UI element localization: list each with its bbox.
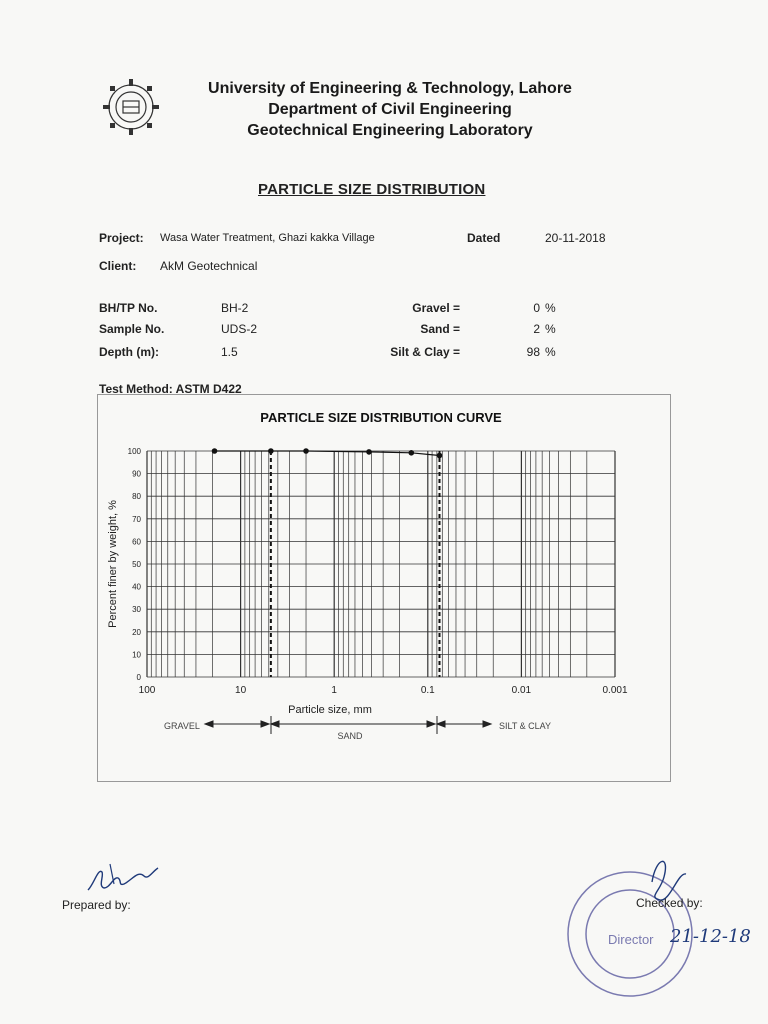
stamp-director-text: Director — [608, 932, 654, 947]
project-value: Wasa Water Treatment, Ghazi kakka Village — [160, 232, 375, 244]
sand-value: 2 — [533, 322, 540, 336]
dated-value: 20-11-2018 — [545, 231, 606, 245]
data-series — [212, 448, 443, 458]
dated-label: Dated — [467, 231, 501, 245]
silt-clay-arrow-head-right — [483, 721, 491, 727]
university-logo — [100, 76, 162, 138]
x-tick-label: 0.001 — [602, 685, 628, 696]
director-stamp — [560, 852, 751, 1002]
data-point — [212, 448, 218, 454]
bh-value: BH-2 — [221, 301, 249, 315]
gravel-arrow-head-left — [205, 721, 213, 727]
project-label: Project: — [99, 231, 144, 245]
silt-clay-value: 98 — [526, 345, 540, 359]
y-tick-label: 80 — [132, 492, 141, 502]
bh-label: BH/TP No. — [99, 301, 158, 315]
y-tick-label: 50 — [132, 560, 141, 569]
data-point — [437, 453, 443, 459]
gravel-value: 0 — [533, 301, 540, 315]
sand-arrow-head-left — [271, 721, 279, 727]
sand-label: Sand = — [420, 322, 460, 336]
sample-label: Sample No. — [99, 322, 165, 336]
x-tick-label: 1 — [331, 685, 337, 696]
data-point — [409, 450, 415, 456]
particle-size-chart — [97, 394, 671, 782]
data-point — [366, 449, 372, 455]
depth-value: 1.5 — [221, 345, 238, 359]
x-tick-label: 0.1 — [420, 685, 435, 696]
silt-clay-label: Silt & Clay = — [390, 345, 460, 359]
laboratory-name: Geotechnical Engineering Laboratory — [247, 122, 533, 139]
gravel-unit: % — [545, 301, 556, 315]
department-name: Department of Civil Engineering — [268, 101, 512, 118]
zone-gravel-label: GRAVEL — [164, 721, 200, 731]
y-axis-label: Percent finer by weight, % — [107, 500, 119, 628]
gravel-label: Gravel = — [412, 301, 460, 315]
chart-grid — [147, 451, 615, 677]
y-tick-label: 20 — [132, 627, 141, 637]
gravel-arrow-head-right — [261, 721, 269, 727]
zone-sand-label: SAND — [337, 731, 363, 741]
prepared-signature — [80, 858, 170, 898]
x-axis-label: Particle size, mm — [288, 704, 372, 716]
sand-arrow-head-right — [427, 721, 435, 727]
document-title: PARTICLE SIZE DISTRIBUTION — [258, 181, 486, 198]
client-label: Client: — [99, 259, 137, 273]
chart-title: PARTICLE SIZE DISTRIBUTION CURVE — [260, 410, 502, 425]
silt-clay-arrow-head-left — [437, 721, 445, 727]
x-tick-label: 10 — [235, 685, 247, 696]
y-tick-label: 90 — [132, 469, 141, 479]
y-tick-label: 0 — [136, 673, 141, 682]
soil-zones — [164, 716, 551, 741]
checked-by-label: Checked by: — [636, 896, 703, 910]
data-point — [303, 448, 309, 454]
silt-clay-unit: % — [545, 345, 556, 359]
y-tick-label: 40 — [132, 582, 141, 592]
axis-ticks — [128, 447, 628, 696]
depth-label: Depth (m): — [99, 345, 159, 359]
sample-value: UDS-2 — [221, 322, 258, 336]
stamp-date: 21-12-18 — [670, 926, 751, 947]
y-tick-label: 60 — [132, 537, 141, 547]
prepared-by-label: Prepared by: — [62, 898, 131, 912]
y-tick-label: 100 — [127, 447, 141, 456]
data-point — [268, 448, 274, 454]
y-tick-label: 30 — [132, 605, 141, 615]
client-value: AkM Geotechnical — [160, 259, 258, 273]
sand-unit: % — [545, 322, 556, 336]
y-tick-label: 10 — [132, 650, 141, 660]
x-tick-label: 0.01 — [511, 685, 532, 696]
zone-silt-clay-label: SILT & CLAY — [499, 721, 552, 731]
y-tick-label: 70 — [132, 514, 141, 524]
x-tick-label: 100 — [138, 685, 156, 696]
test-method: Test Method: ASTM D422 — [99, 382, 242, 396]
checker-signature — [652, 861, 686, 900]
university-name: University of Engineering & Technology, Lahore — [208, 80, 572, 97]
series-line — [215, 451, 440, 456]
